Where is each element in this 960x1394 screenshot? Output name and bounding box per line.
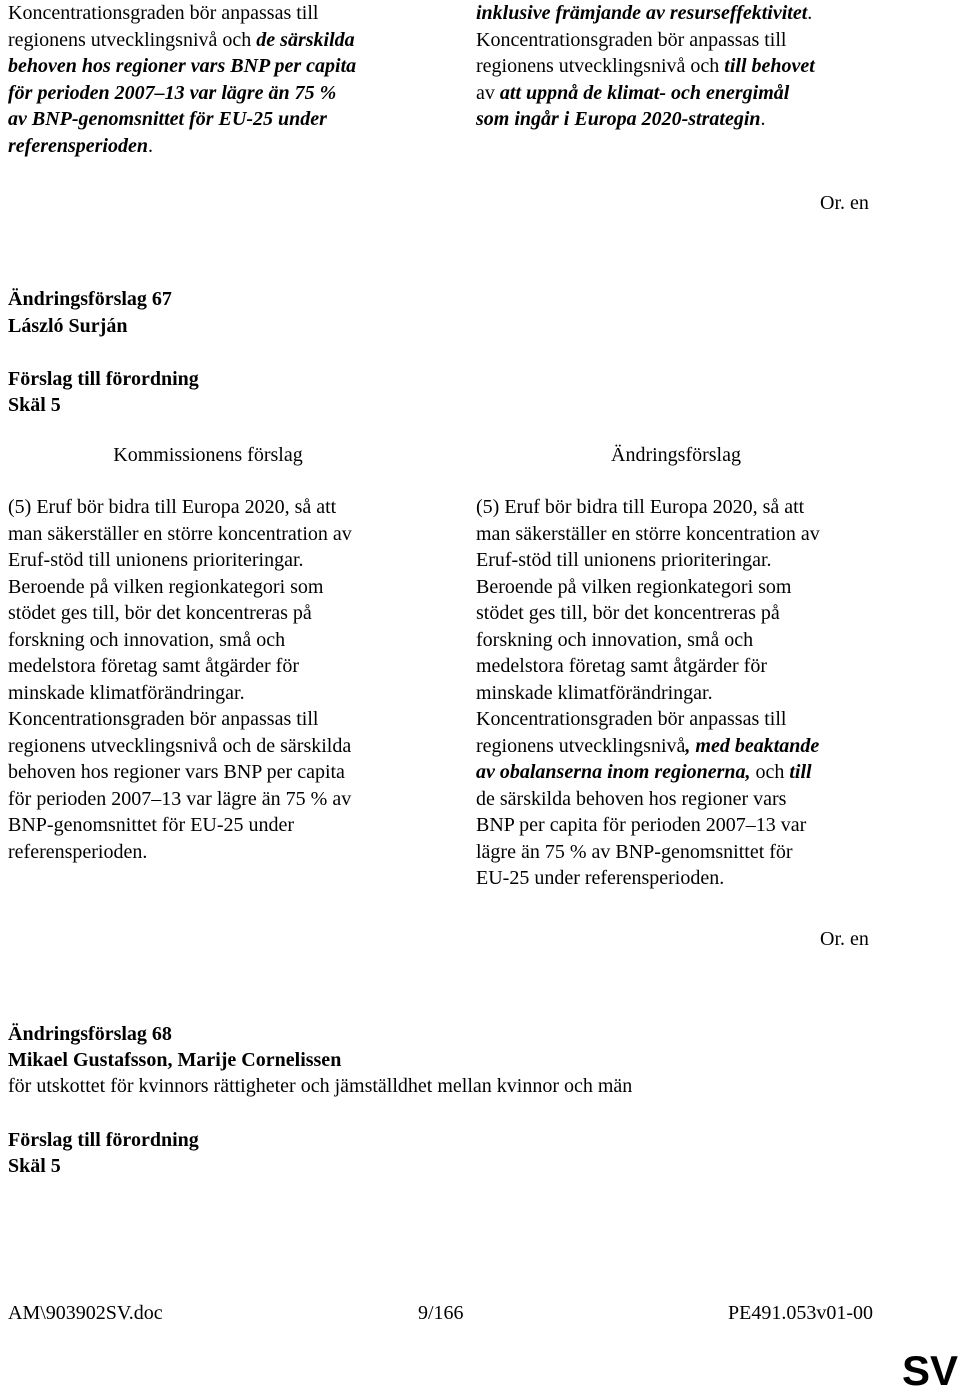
amendment-header: Ändringsförslag bbox=[611, 444, 741, 466]
commission-proposal-text bbox=[8, 494, 428, 865]
text-line bbox=[8, 839, 428, 866]
original-language-label: Or. en bbox=[820, 192, 869, 214]
clause-reference: Skäl 5 bbox=[8, 394, 61, 416]
text-line bbox=[476, 865, 916, 892]
text-line bbox=[476, 521, 916, 548]
text-segment: regionens utvecklingsnivå och bbox=[476, 55, 725, 77]
text-segment: Beroende på vilken regionkategori som bbox=[8, 575, 324, 598]
text-segment: minskade klimatförändringar. bbox=[8, 681, 245, 704]
text-line bbox=[8, 133, 428, 160]
original-language-label: Or. en bbox=[820, 928, 869, 950]
text-line bbox=[8, 653, 428, 680]
text-line bbox=[476, 53, 916, 80]
text-segment: Koncentrationsgraden bör anpassas till bbox=[8, 708, 319, 730]
text-line bbox=[8, 680, 428, 707]
text-line bbox=[8, 812, 428, 839]
text-line bbox=[476, 0, 916, 27]
text-segment: Beroende på vilken regionkategori som bbox=[476, 575, 792, 598]
emphasized-text: de särskilda bbox=[256, 28, 355, 51]
text-line bbox=[8, 106, 428, 133]
committee-line: för utskottet för kvinnors rättigheter och jämställdhet mellan kvinnor och män bbox=[8, 1075, 633, 1097]
text-segment: Koncentrationsgraden bör anpassas till bbox=[476, 28, 787, 51]
text-segment: Eruf-stöd till unionens prioriteringar. bbox=[476, 549, 772, 571]
footer-doc-reference: AM\903902SV.doc bbox=[8, 1302, 163, 1324]
text-line bbox=[476, 27, 916, 54]
text-segment: man säkerställer en större koncentration av bbox=[476, 522, 820, 545]
text-segment: BNP per capita för perioden 2007–13 var bbox=[476, 814, 807, 836]
text-segment: regionens utvecklingsnivå och bbox=[8, 28, 257, 51]
text-line bbox=[476, 706, 916, 733]
text-segment: BNP-genomsnittet för EU-25 under bbox=[8, 814, 295, 836]
text-segment: Koncentrationsgraden bör anpassas till bbox=[476, 708, 787, 730]
text-line bbox=[476, 80, 916, 107]
emphasized-text: till bbox=[789, 761, 812, 783]
emphasized-text: inklusive främjande av resurseffektivitet bbox=[476, 2, 808, 24]
text-line bbox=[8, 547, 428, 574]
emphasized-text: av obalanserna inom regionerna, bbox=[476, 761, 751, 783]
text-line bbox=[8, 494, 428, 521]
text-line bbox=[476, 680, 916, 707]
text-line bbox=[8, 80, 428, 107]
text-segment: av bbox=[476, 81, 500, 104]
amendment-number: Ändringsförslag 68 bbox=[8, 1023, 172, 1045]
language-mark: SV bbox=[901, 1347, 958, 1394]
footer-pe-reference: PE491.053v01-00 bbox=[728, 1302, 873, 1324]
text-line bbox=[476, 600, 916, 627]
emphasized-text: för perioden 2007–13 var lägre än 75 % bbox=[8, 81, 337, 104]
text-line bbox=[8, 521, 428, 548]
text-line bbox=[8, 53, 428, 80]
text-segment: medelstora företag samt åtgärder för bbox=[8, 655, 299, 677]
text-line bbox=[8, 786, 428, 813]
emphasized-text: till behovet bbox=[724, 55, 815, 77]
text-segment: . bbox=[760, 108, 766, 130]
text-line bbox=[476, 627, 916, 654]
text-segment: stödet ges till, bör det koncentreras på bbox=[476, 602, 780, 624]
text-segment: . bbox=[147, 134, 153, 157]
prev-amendment-amended-text bbox=[476, 0, 916, 133]
text-line bbox=[8, 0, 428, 27]
amendment-text bbox=[476, 494, 916, 892]
commission-proposal-header: Kommissionens förslag bbox=[113, 444, 303, 466]
text-segment: de särskilda behoven hos regioner vars bbox=[476, 787, 787, 810]
amendment-author: László Surján bbox=[8, 315, 128, 337]
emphasized-text: av BNP-genomsnittet för EU-25 under bbox=[8, 108, 327, 130]
text-segment: referensperioden. bbox=[8, 840, 148, 863]
text-line bbox=[8, 759, 428, 786]
text-segment: . bbox=[807, 2, 813, 24]
text-line bbox=[476, 812, 916, 839]
emphasized-text: som ingår i Europa 2020-strategin bbox=[476, 108, 761, 130]
amendment-authors: Mikael Gustafsson, Marije Cornelissen bbox=[8, 1049, 342, 1071]
text-segment: forskning och innovation, små och bbox=[8, 628, 286, 651]
text-segment: forskning och innovation, små och bbox=[476, 628, 754, 651]
emphasized-text: referensperioden bbox=[8, 134, 148, 157]
amendment-number: Ändringsförslag 67 bbox=[8, 288, 172, 310]
text-segment: och bbox=[750, 761, 790, 783]
text-segment: medelstora företag samt åtgärder för bbox=[476, 655, 767, 677]
emphasized-text: , med beaktande bbox=[685, 734, 820, 757]
emphasized-text: att uppnå de klimat- och energimål bbox=[499, 81, 790, 104]
text-line bbox=[476, 759, 916, 786]
text-line bbox=[8, 600, 428, 627]
text-segment: minskade klimatförändringar. bbox=[476, 681, 713, 704]
text-segment: lägre än 75 % av BNP-genomsnittet för bbox=[476, 840, 793, 863]
text-line bbox=[8, 706, 428, 733]
emphasized-text: behoven hos regioner vars BNP per capita bbox=[8, 55, 357, 77]
text-segment: stödet ges till, bör det koncentreras på bbox=[8, 602, 312, 624]
text-line bbox=[8, 627, 428, 654]
text-segment: Eruf-stöd till unionens prioriteringar. bbox=[8, 549, 304, 571]
text-segment: (5) Eruf bör bidra till Europa 2020, så att bbox=[8, 496, 337, 518]
text-segment: regionens utvecklingsnivå bbox=[476, 734, 686, 757]
text-line bbox=[8, 574, 428, 601]
proposal-label: Förslag till förordning bbox=[8, 368, 199, 390]
text-segment: (5) Eruf bör bidra till Europa 2020, så att bbox=[476, 496, 805, 518]
text-segment: för perioden 2007–13 var lägre än 75 % av bbox=[8, 787, 352, 810]
text-line bbox=[476, 494, 916, 521]
text-line bbox=[476, 733, 916, 760]
text-segment: EU-25 under referensperioden. bbox=[476, 867, 725, 889]
text-segment: man säkerställer en större koncentration av bbox=[8, 522, 352, 545]
proposal-label: Förslag till förordning bbox=[8, 1129, 199, 1151]
clause-reference: Skäl 5 bbox=[8, 1155, 61, 1177]
text-line bbox=[476, 786, 916, 813]
text-line bbox=[476, 106, 916, 133]
text-segment: Koncentrationsgraden bör anpassas till bbox=[8, 2, 319, 24]
footer-page-number: 9/166 bbox=[418, 1302, 464, 1324]
text-line bbox=[476, 547, 916, 574]
prev-amendment-original-text bbox=[8, 0, 428, 159]
text-line bbox=[476, 574, 916, 601]
text-segment: behoven hos regioner vars BNP per capita bbox=[8, 761, 345, 783]
text-line bbox=[8, 733, 428, 760]
text-line bbox=[476, 839, 916, 866]
text-line bbox=[476, 653, 916, 680]
text-segment: regionens utvecklingsnivå och de särskilda bbox=[8, 734, 352, 757]
text-line bbox=[8, 27, 428, 54]
